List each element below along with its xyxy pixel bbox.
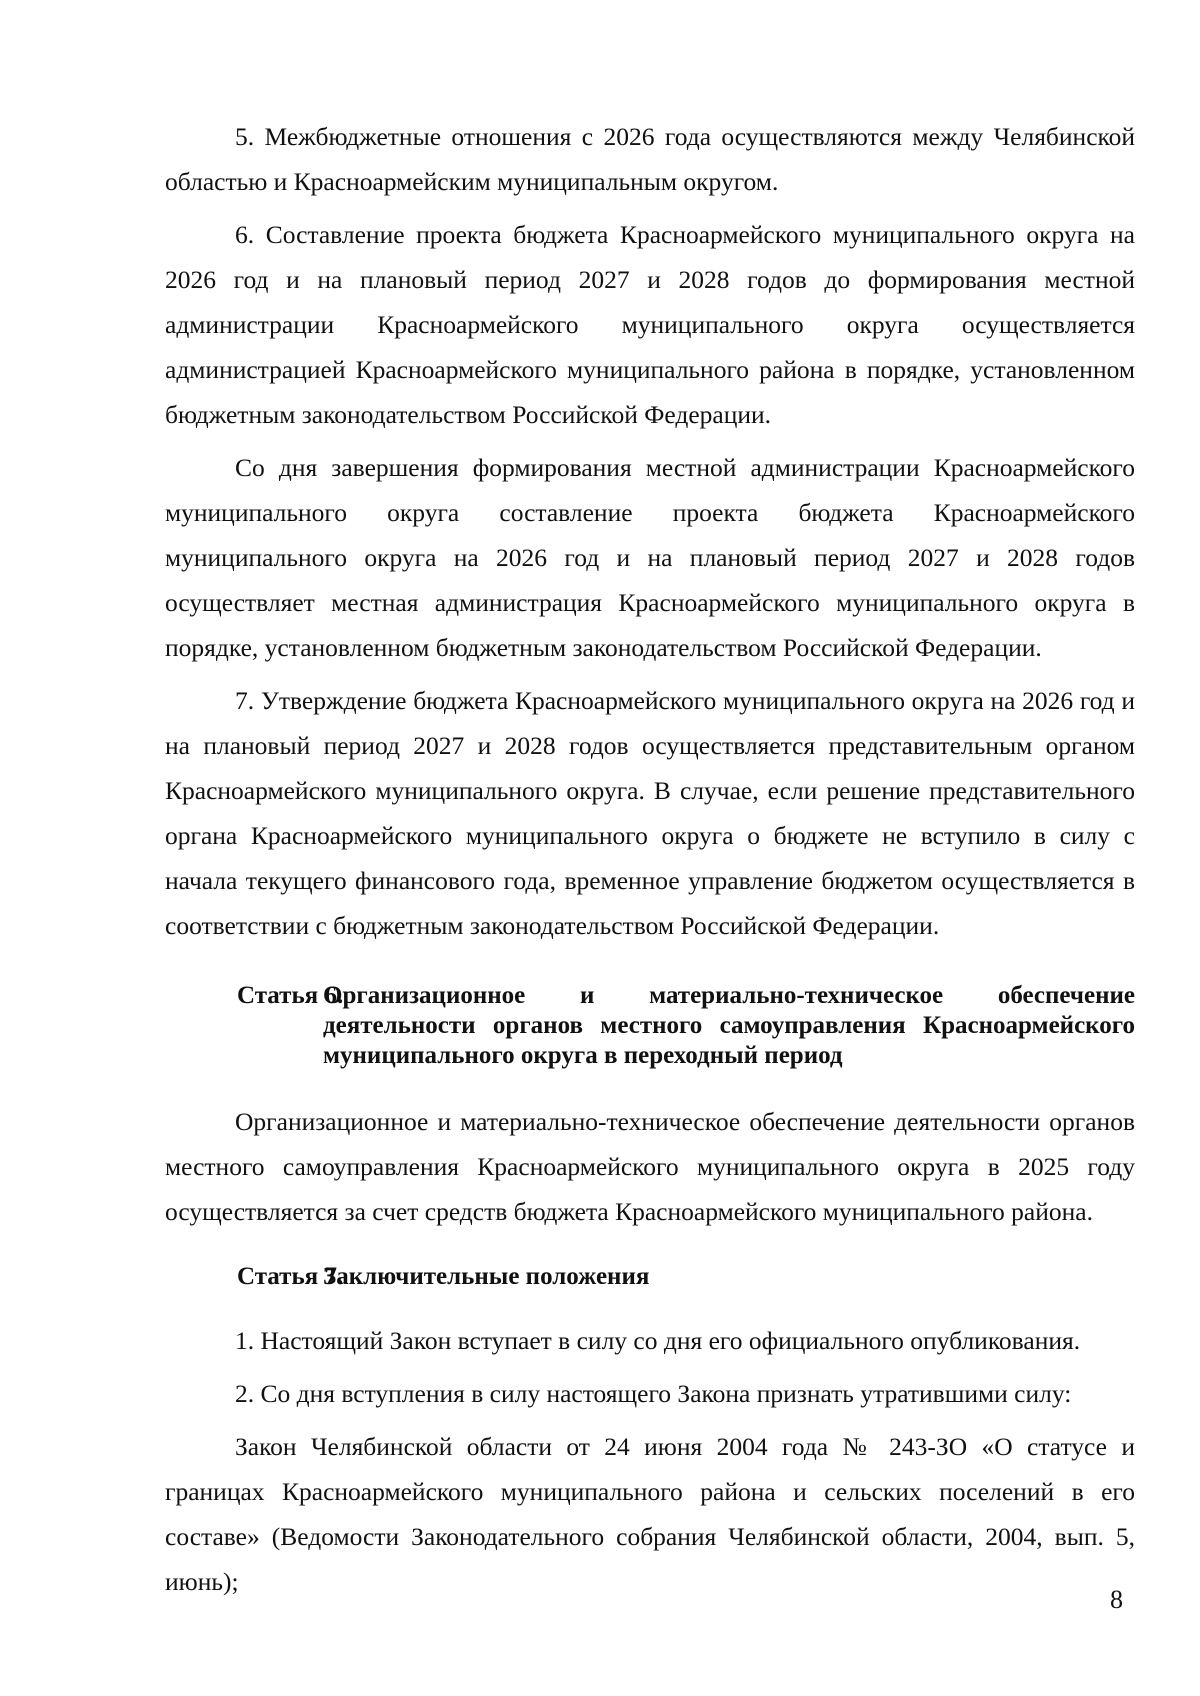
article-6-title: Организационное и материально-техническое обеспечение деятельности органов местного самоуправления Красноармейского муниципального округа в переходный период (323, 982, 1135, 1069)
article-7-paragraph-2: 2. Со дня вступления в силу настоящего Закона признать утратившими силу: (235, 1379, 1072, 1408)
document-body (165, 114, 1135, 1612)
article-6-text: Организационное и материально-техническое обеспечение деятельности органов местного самоуправления Красноармейского муниципального округа в 2025 году осуществляется за счет средств бюджета Красноармейского муниципального района. (165, 1107, 1135, 1226)
paragraph-6-budget-drafting: 6. Составление проекта бюджета Красноармейского муниципального округа на 2026 год и на плановый период 2027 и 2028 годов до формирования местной администрации Красноармейского муниципального округа осуществляется администрацией Красноармейского муниципального района в порядке, установленном бюджетным законодательством Российской Федерации. (165, 220, 1135, 429)
page-number: 8 (1110, 1585, 1123, 1614)
article-7-number: Статья 7. (237, 1263, 344, 1290)
paragraph-7-budget-approval: 7. Утверждение бюджета Красноармейского муниципального округа на 2026 год и на плановый период 2027 и 2028 годов осуществляется представительным органом Красноармейского муниципального округа. В случае, если решение представительного органа Красноармейского муниципального округа о бюджете не вступило в силу с начала текущего финансового года, временное управление бюджетом осуществляется в соответствии с бюджетным законодательством Российской Федерации. (165, 686, 1135, 940)
article-6-number: Статья 6. (237, 982, 344, 1009)
article-7-repealed-law: Закон Челябинской области от 24 июня 2004 года № 243-ЗО «О статусе и границах Красноармейского муниципального района и сельских поселений в его составе» (Ведомости Законодательного собрания Челябинской области, 2004, вып. 5, июнь); (165, 1432, 1135, 1596)
article-6-heading (165, 981, 1135, 1071)
paragraph-5-intergovernmental-relations: 5. Межбюджетные отношения с 2026 года осуществляются между Челябинской областью и Красноармейским муниципальным округом. (165, 122, 1135, 196)
article-7-paragraph-1: 1. Настоящий Закон вступает в силу со дня его официального опубликования. (235, 1326, 1081, 1355)
article-7-title: Заключительные положения (323, 1263, 650, 1290)
article-7-heading (165, 1262, 1135, 1292)
paragraph-6-local-administration: Со дня завершения формирования местной администрации Красноармейского муниципального округа составление проекта бюджета Красноармейского муниципального округа на 2026 год и на плановый период 2027 и 2028 годов осуществляет местная администрация Красноармейского муниципального округа в порядке, установленном бюджетным законодательством Российской Федерации. (165, 453, 1135, 662)
